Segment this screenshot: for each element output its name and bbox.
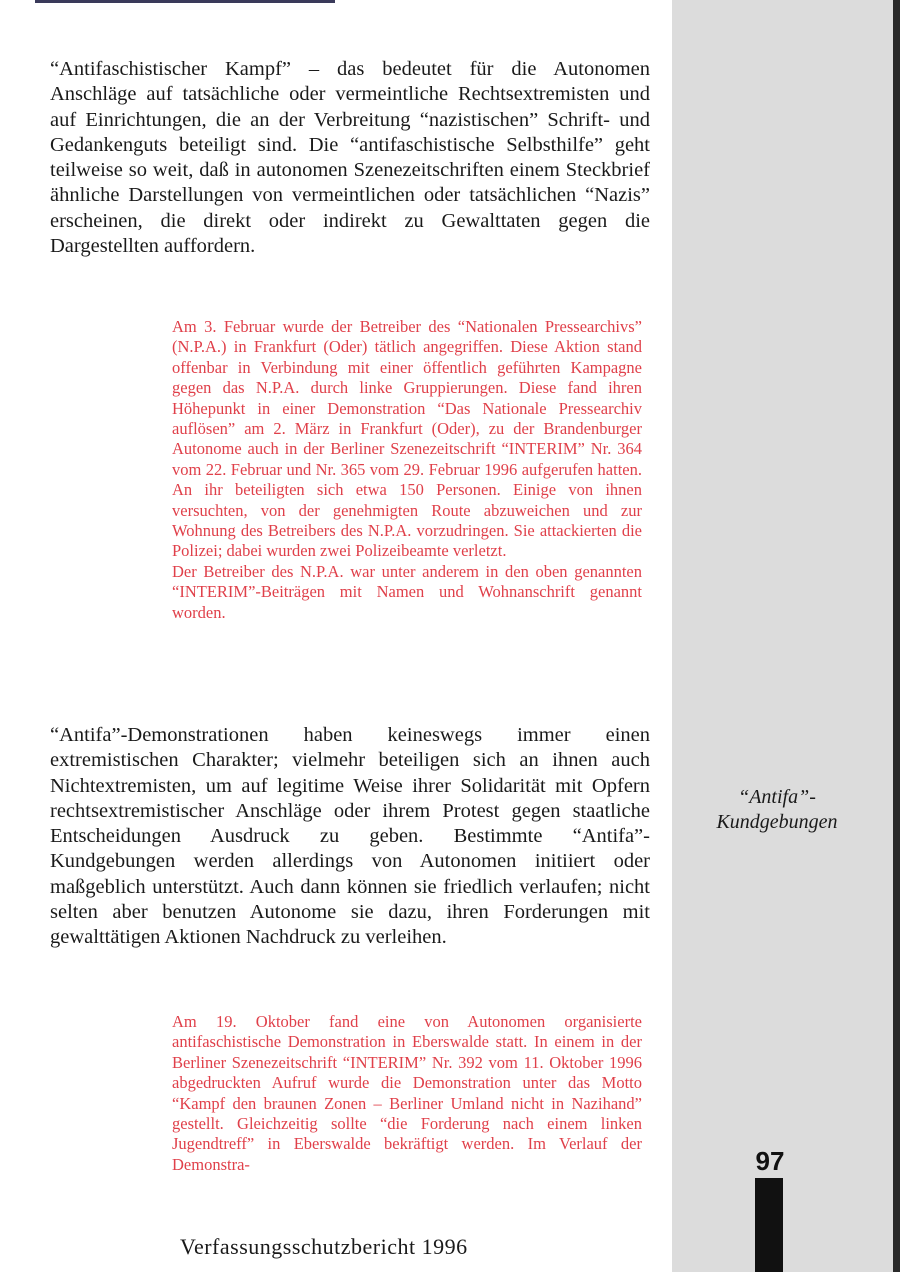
footer-title: Verfassungsschutzbericht 1996 [180,1234,468,1259]
example-text: Am 19. Oktober fand eine von Autonomen organisierte antifaschistische Demonstration in Eberswalde statt. In einem in der Berliner Szenezeitschrift “INTERIM” Nr. 392 vom 11. Oktober 1996 abgedruckten Aufruf wurde die Demonstration unter das Motto “Kampf den braunen Zonen – Berliner Umland nicht in Nazihand” gestellt. Gleichzeitig sollte “die Forderung nach einem linken Jugendtreff” in Eberswalde bekräftigt werden. Im Verlauf der Demonstra- [172,1012,642,1174]
body-paragraph: “Antifa”-Demonstrationen haben keineswegs immer einen extremistischen Charakter; vielmehr beteiligen sich an ihnen auch Nichtextremisten, um auf legitime Weise ihrer Solidarität mit Opfern rechtsextremistischer Anschläge oder ihrem Protest gegen staatliche Entscheidungen Ausdruck zu geben. Bestimmte “Antifa”-Kundgebungen werden allerdings von Autonomen initiiert oder maßgeblich unterstützt. Auch dann können sie friedlich verlaufen; nicht selten aber benutzen Autonome sie dazu, ihren Forderungen mit gewalttätigen Aktionen Nachdruck zu verleihen. [50,724,650,949]
margin-band [672,0,900,1272]
body-paragraph: “Antifaschistischer Kampf” – das bedeutet für die Autonomen Anschläge auf tatsächliche oder vermeintliche Rechtsextremisten und auf Einrichtungen, die an der Verbreitung “nazistischen” Schrift- und Gedankenguts beteiligt sind. Die “antifaschistische Selbsthilfe” geht teilweise so weit, daß in autonomen Szenezeitschriften einem Steckbrief ähnliche Darstellungen von vermeintlichen oder tatsächlichen “Nazis” erscheinen, die direkt oder indirekt zu Gewalttaten gegen die Dargestellten auffordern. [50,58,650,258]
margin-note-line: “Antifa”- [738,786,816,808]
example-box [172,1012,642,1175]
margin-note-line: Kundgebungen [716,811,838,833]
example-text: Am 3. Februar wurde der Betreiber des “Nationalen Pressearchivs” (N.P.A.) in Frankfurt (Oder) tätlich angegriffen. Diese Aktion stand offenbar in Verbindung mit einer öffentlich geführten Kampagne gegen das N.P.A. durch linke Gruppierungen. Diese fand ihren Höhepunkt in einer Demonstration “Das Nationale Pressearchiv auflösen” am 2. März in Frankfurt (Oder), zu der Brandenburger Autonome auch in der Berliner Szenezeitschrift “INTERIM” Nr. 364 vom 22. Februar und Nr. 365 vom 29. Februar 1996 aufgerufen hatten. An ihr beteiligten sich etwa 150 Personen. Einige von ihnen versuchten, von der genehmigten Route abzuweichen und zur Wohnung des Betreibers des N.P.A. vorzudringen. Sie attackierten die Polizei; dabei wurden zwei Polizeibeamte verletzt. [172,317,642,561]
margin-note [692,785,862,835]
page-number: 97 [755,1146,785,1176]
example-text: Der Betreiber des N.P.A. war unter anderem in den oben genannten “INTERIM”-Beiträgen mit Namen und Wohnanschrift genannt worden. [172,561,642,622]
page-edge [893,0,900,1272]
example-box [172,317,642,623]
top-rule [35,0,335,3]
page-number-bar [755,1178,783,1272]
